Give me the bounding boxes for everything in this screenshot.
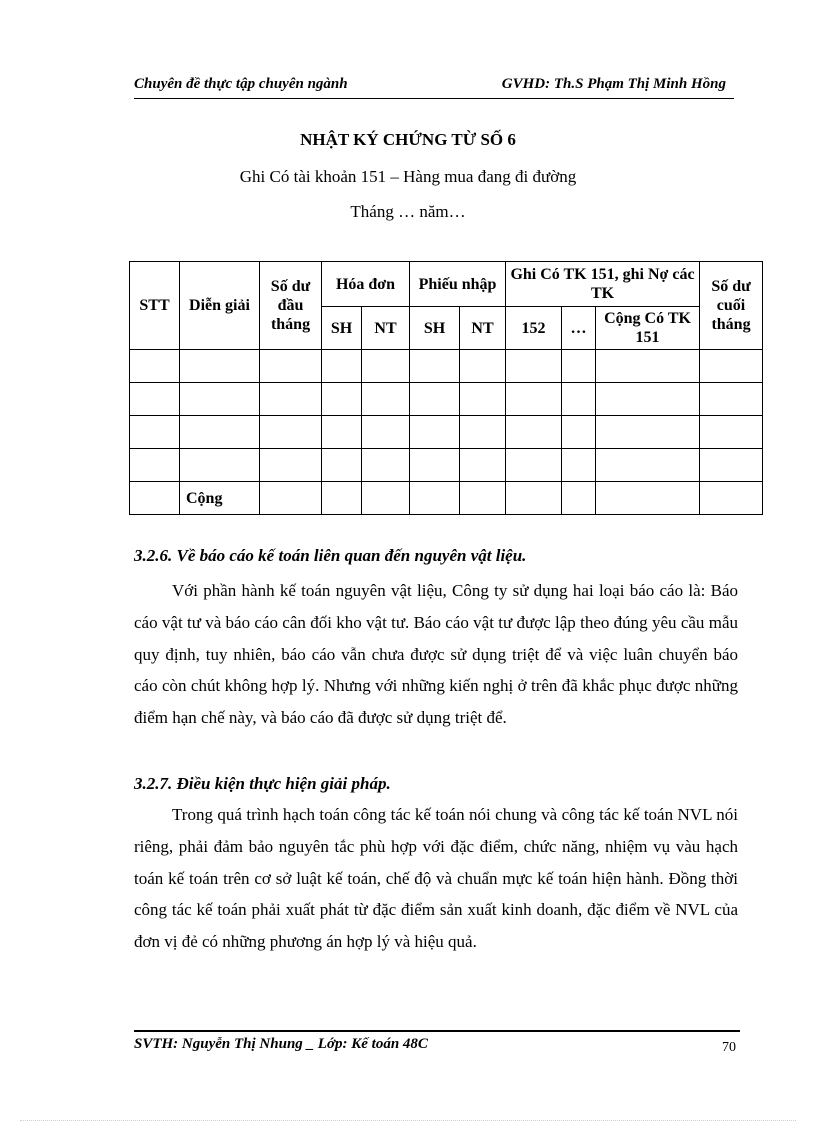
header-hoa-don: Hóa đơn: [322, 262, 410, 307]
header-so-du-dau-thang: Số dư đầu tháng: [260, 262, 322, 350]
header-ghi-co: Ghi Có TK 151, ghi Nợ các TK: [506, 262, 700, 307]
subheader-phieu-nhap-nt: NT: [460, 307, 506, 350]
header-phieu-nhap: Phiếu nhập: [410, 262, 506, 307]
footer-rule: [134, 1030, 740, 1032]
table-row: [130, 449, 763, 482]
section-heading-3-2-7: 3.2.7. Điều kiện thực hiện giải pháp.: [134, 774, 391, 793]
header-course-title: Chuyên đề thực tập chuyên ngành: [134, 76, 348, 92]
header-so-du-cuoi-thang: Số dư cuối tháng: [700, 262, 763, 350]
subheader-cong-co: Cộng Có TK 151: [596, 307, 700, 350]
table-row: [130, 416, 763, 449]
table-row: [130, 383, 763, 416]
header-rule: [134, 98, 734, 99]
subheader-152: 152: [506, 307, 562, 350]
subheader-hoa-don-sh: SH: [322, 307, 362, 350]
page-bottom-border: [20, 1120, 796, 1121]
document-title: NHẬT KÝ CHỨNG TỪ SỐ 6: [300, 130, 516, 149]
section-body-3-2-7: Trong quá trình hạch toán công tác kế toán nói chung và công tác kế toán NVL nói riêng, phải đảm bảo nguyên tắc phù hợp với đặc điểm, chức năng, nhiệm vụ vàu hạch toán kế toán trên cơ sở luật kế toán, chế độ và chuẩn mực kế toán hiện hành. Đồng thời công tác kế toán phải xuất phát từ đặc điểm sản xuất kinh doanh, đặc điểm về NVL của đơn vị đẻ có những phương án hợp lý và hiệu quả.: [134, 805, 738, 952]
header-stt: STT: [130, 262, 180, 350]
subheader-ellipsis: …: [562, 307, 596, 350]
total-label: Cộng: [180, 482, 260, 515]
document-subtitle: Ghi Có tài khoản 151 – Hàng mua đang đi đường: [239, 167, 577, 186]
journal-table: [129, 261, 763, 515]
subheader-phieu-nhap-sh: SH: [410, 307, 460, 350]
header-dien-giai: Diễn giải: [180, 262, 260, 350]
table-row: [130, 350, 763, 383]
footer-student: SVTH: Nguyễn Thị Nhung _ Lớp: Kế toán 48C: [134, 1036, 428, 1052]
header-supervisor: GVHD: Th.S Phạm Thị Minh Hồng: [501, 76, 726, 92]
section-heading-3-2-6: 3.2.6. Về báo cáo kế toán liên quan đến nguyên vật liệu.: [134, 546, 527, 565]
document-period: Tháng … năm…: [350, 202, 466, 221]
total-row: [130, 482, 763, 515]
subheader-hoa-don-nt: NT: [362, 307, 410, 350]
page-number: 70: [722, 1040, 736, 1055]
section-body-3-2-6: Với phần hành kế toán nguyên vật liệu, Công ty sử dụng hai loại báo cáo là: Báo cáo vật tư và báo cáo cân đối kho vật tư. Báo cáo vật tư được lập theo đúng yêu cầu mẫu quy định, tuy nhiên, báo cáo vẫn chưa được sử dụng triệt để và việc luân chuyển báo cáo còn chút không hợp lý. Nhưng với những kiến nghị ở trên đã khắc phục được những điểm hạn chế này, và báo cáo đã được sử dụng triệt để.: [134, 581, 738, 728]
